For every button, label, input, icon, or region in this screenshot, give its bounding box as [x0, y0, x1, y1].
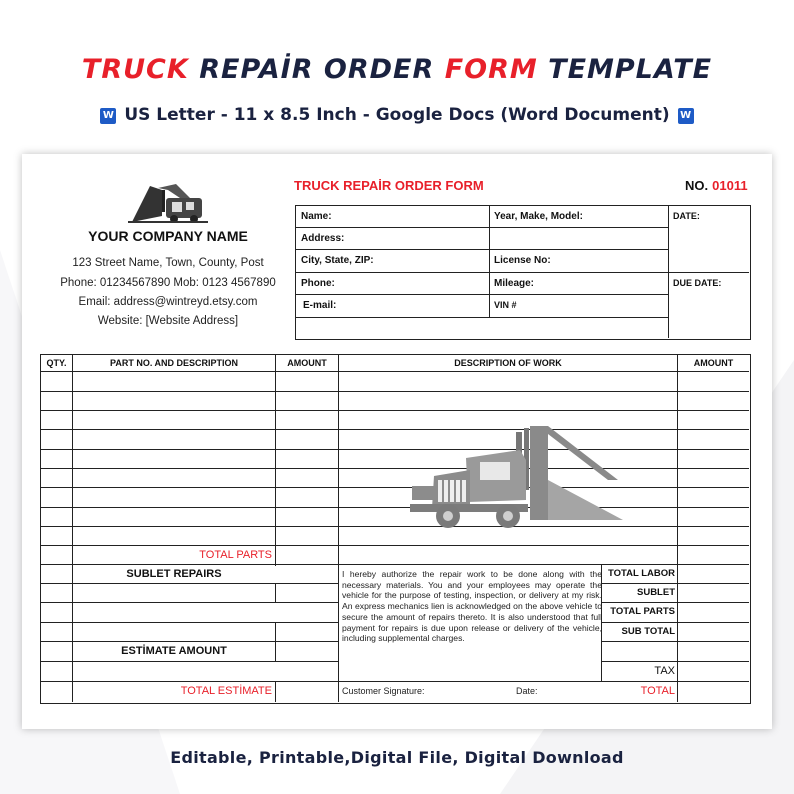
table-rule: [601, 602, 749, 603]
customer-box-rule: [296, 249, 668, 250]
address-field[interactable]: Address:: [301, 233, 345, 244]
table-rule: [41, 468, 749, 469]
total-label: TOTAL: [640, 685, 675, 697]
table-rule: [41, 545, 749, 546]
total-parts-summary-label: TOTAL PARTS: [610, 606, 675, 617]
table-rule: [41, 449, 749, 450]
table-rule: [41, 410, 749, 411]
signature-date-field[interactable]: Date:: [516, 686, 538, 696]
word-document-icon: W: [678, 108, 694, 124]
estimate-amount-label: ESTİMATE AMOUNT: [121, 645, 227, 657]
banner-title-form: FORM: [444, 54, 538, 85]
form-number: [685, 178, 748, 193]
qty-header: QTY.: [46, 358, 67, 368]
table-column-line: [275, 583, 276, 603]
table-rule: [41, 564, 749, 565]
table-rule: [41, 622, 338, 623]
banner-title-truck: TRUCK: [81, 54, 189, 85]
city-state-zip-field[interactable]: City, State, ZIP:: [301, 255, 374, 266]
customer-box-rule: [296, 317, 668, 318]
total-parts-label: TOTAL PARTS: [199, 549, 272, 561]
table-column-line: [275, 681, 276, 702]
vin-field[interactable]: VIN #: [494, 300, 517, 310]
total-labor-label: TOTAL LABOR: [607, 568, 675, 579]
table-column-line: [677, 355, 678, 702]
table-rule: [41, 583, 338, 584]
company-website: Website: [Website Address]: [97, 315, 239, 327]
table-rule: [41, 602, 338, 603]
banner-subtitle: US Letter - 11 x 8.5 Inch - Google Docs (Word Document): [124, 105, 670, 125]
table-rule: [601, 661, 749, 662]
customer-box-divider: [489, 206, 490, 318]
repair-order-form-sheet: [22, 154, 772, 729]
table-rule: [41, 391, 749, 392]
phone-field[interactable]: Phone:: [301, 278, 335, 289]
banner-title-repair-order: REPAİR ORDER: [199, 54, 435, 85]
customer-box-rule: [296, 227, 668, 228]
sublet-label: SUBLET: [637, 587, 675, 598]
banner-title-template: TEMPLATE: [548, 54, 713, 85]
customer-box-rule: [296, 294, 668, 295]
table-rule: [41, 487, 749, 488]
table-rule: [601, 622, 749, 623]
parts-amount-header: AMOUNT: [287, 358, 327, 368]
truck-watermark-icon: [408, 420, 628, 530]
table-rule: [41, 507, 749, 508]
table-column-line: [275, 622, 276, 662]
name-field[interactable]: Name:: [301, 211, 332, 222]
table-rule: [41, 681, 338, 682]
word-document-icon: W: [100, 108, 116, 124]
license-field[interactable]: License No:: [494, 255, 551, 266]
work-amount-header: AMOUNT: [693, 358, 734, 368]
table-rule: [41, 661, 338, 662]
footer-tagline: Editable, Printable,Digital File, Digital Download: [170, 748, 624, 767]
work-description-header: DESCRIPTION OF WORK: [454, 358, 562, 368]
customer-signature-field[interactable]: Customer Signature:: [342, 686, 425, 696]
truck-logo-icon: [128, 182, 210, 224]
mileage-field[interactable]: Mileage:: [494, 278, 535, 289]
vehicle-field[interactable]: Year, Make, Model:: [494, 211, 583, 222]
customer-box-rule: [296, 272, 749, 273]
banner-title: [0, 54, 794, 85]
table-rule: [41, 371, 749, 372]
authorization-text: I hereby authorize the repair work to be done along with the necessary materials. You and your employees may operate the vehicle for the purpose of testing, inspection, or delivery at my risk. An express mechanics lien is acknowledged on the above vehicle to secure the amount of repairs thereto. It is also understood that full payment for repairs is due upon release or delivery of the vehicle, including supplemental charges.: [342, 569, 602, 644]
subtotal-label: SUB TOTAL: [621, 626, 675, 637]
table-rule: [601, 583, 749, 584]
table-column-line: [338, 355, 339, 702]
table-rule: [601, 641, 749, 642]
due-date-field[interactable]: DUE DATE:: [673, 278, 722, 288]
form-number-value: 01011: [712, 178, 748, 193]
company-address: 123 Street Name, Town, County, Post: [72, 257, 264, 269]
company-name: YOUR COMPANY NAME: [88, 228, 248, 244]
sublet-repairs-label: SUBLET REPAIRS: [126, 568, 222, 580]
part-description-header: PART NO. AND DESCRIPTION: [109, 358, 238, 368]
total-estimate-label: TOTAL ESTİMATE: [180, 685, 272, 697]
table-rule: [339, 681, 749, 682]
company-email: Email: address@wintreyd.etsy.com: [78, 296, 258, 308]
form-number-label: NO.: [685, 178, 709, 193]
table-column-line: [275, 355, 276, 566]
table-rule: [41, 526, 749, 527]
form-title: TRUCK REPAİR ORDER FORM: [294, 178, 484, 193]
table-rule: [41, 641, 338, 642]
date-field[interactable]: DATE:: [673, 211, 700, 221]
tax-label: TAX: [654, 665, 675, 677]
table-rule: [41, 429, 749, 430]
email-field[interactable]: E-mail:: [303, 300, 337, 311]
company-phone: Phone: 01234567890 Mob: 0123 4567890: [60, 277, 276, 289]
banner-subtitle-row: [0, 105, 794, 125]
